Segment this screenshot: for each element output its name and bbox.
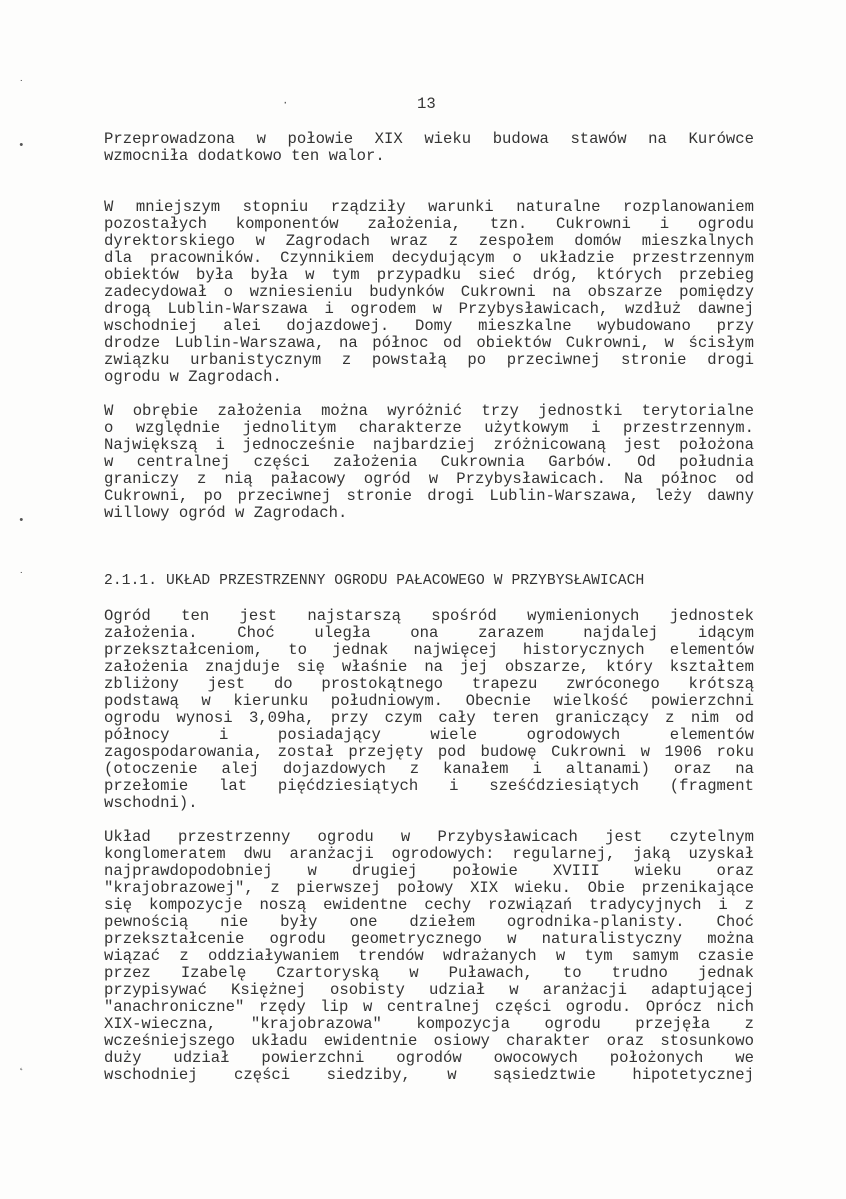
text-line: związku urbanistycznym z powstałą po przeciwnej stronie drogi	[104, 351, 754, 369]
text-line: wschodniej alei dojazdowej. Domy mieszkalne wybudowano przy	[104, 317, 754, 335]
text-line: zagospodarowania, został przejęty pod budowę Cukrowni w 1906 roku	[104, 743, 754, 761]
text-line: przełomie lat pięćdziesiątych i sześćdziesiątych (fragment	[104, 777, 754, 795]
text-line: wiązać z oddziaływaniem trendów wdrażanych w tym samym czasie	[104, 947, 754, 965]
text-line: zbliżony jest do prostokątnego trapezu zwróconego krótszą	[104, 675, 754, 693]
text-line: drodze Lublin-Warszawa, na północ od obiektów Cukrowni, w ścisłym	[104, 334, 754, 352]
page-number: 13	[417, 95, 436, 113]
scan-mark: ˙	[18, 80, 25, 92]
text-line: podstawą w kierunku południowym. Obecnie wielkość powierzchni	[104, 692, 754, 710]
text-line: konglomeratem dwu aranżacji ogrodowych: regularnej, jaką uzyskał	[104, 845, 754, 863]
text-line: w centralnej części założenia Cukrownia Garbów. Od południa	[104, 453, 754, 471]
text-line: pozostałych komponentów założenia, tzn. Cukrowni i ogrodu	[104, 215, 754, 233]
text-line: XIX-wieczna, "krajobrazowa" kompozycja ogrodu przejęła z	[104, 1015, 754, 1033]
text-line: W obrębie założenia można wyróżnić trzy jednostki terytorialne	[104, 402, 754, 420]
text-line: ogrodu w Zagrodach.	[104, 368, 282, 386]
text-line: się kompozycje noszą ewidentne cechy rozwiązań tradycyjnych i z	[104, 896, 754, 914]
text-line: drogą Lublin-Warszawa i ogrodem w Przybysławicach, wzdłuż dawnej	[104, 300, 754, 318]
text-line: założenia. Choć uległa ona zarazem najdalej idącym	[104, 624, 754, 642]
text-line: pewnością nie były one dziełem ogrodnika-planisty. Choć	[104, 913, 754, 931]
text-line: duży udział powierzchni ogrodów owocowych położonych we	[104, 1049, 754, 1067]
scan-mark: •	[18, 515, 25, 527]
text-line: Przeprowadzona w połowie XIX wieku budowa stawów na Kurówce	[104, 130, 754, 148]
scan-mark: ˙	[18, 572, 25, 584]
scan-mark: ·	[282, 98, 289, 110]
text-line: przypisywać Księżnej osobisty udział w aranżacji adaptującej	[104, 981, 754, 999]
text-line: Ogród ten jest najstarszą spośród wymienionych jednostek	[104, 607, 754, 625]
text-line: wzmocniła dodatkowo ten walor.	[104, 147, 385, 165]
text-line: wcześniejszego układu ewidentnie osiowy charakter oraz stosunkowo	[104, 1032, 754, 1050]
text-line: Największą i jednocześnie najbardziej zróżnicowaną jest położona	[104, 436, 754, 454]
text-line: najprawdopodobniej w drugiej połowie XVIII wieku oraz	[104, 862, 754, 880]
scan-mark: ˛	[18, 1060, 25, 1072]
text-line: przekształcenie ogrodu geometrycznego w naturalistyczny można	[104, 930, 754, 948]
text-line: północy i posiadający wiele ogrodowych elementów	[104, 726, 754, 744]
text-line: obiektów była była w tym przypadku sieć dróg, których przebieg	[104, 266, 754, 284]
text-line: przez Izabelę Czartoryską w Puławach, to trudno jednak	[104, 964, 754, 982]
text-line: wschodni).	[104, 794, 198, 812]
scan-mark: •	[18, 140, 25, 152]
text-line: przekształceniom, to jednak najwięcej historycznych elementów	[104, 641, 754, 659]
text-line: "anachroniczne" rzędy lip w centralnej części ogrodu. Oprócz nich	[104, 998, 754, 1016]
text-line: W mniejszym stopniu rządziły warunki naturalne rozplanowaniem	[104, 198, 754, 216]
text-line: dyrektorskiego w Zagrodach wraz z zespołem domów mieszkalnych	[104, 232, 754, 250]
text-line: założenia znajduje się właśnie na jej obszarze, który kształtem	[104, 658, 754, 676]
text-line: o względnie jednolitym charakterze użytkowym i przestrzennym.	[104, 419, 754, 437]
text-line: willowy ogród w Zagrodach.	[104, 504, 348, 522]
text-line: zadecydował o wzniesieniu budynków Cukrowni na obszarze pomiędzy	[104, 283, 754, 301]
text-line: wschodniej części siedziby, w sąsiedztwie hipotetycznej	[104, 1066, 754, 1084]
text-line: dla pracowników. Czynnikiem decydującym o układzie przestrzennym	[104, 249, 754, 267]
text-line: (otoczenie alej dojazdowych z kanałem i altanami) oraz na	[104, 760, 754, 778]
section-heading: 2.1.1. UKŁAD PRZESTRZENNY OGRODU PAŁACOWEGO W PRZYBYSŁAWICACH	[104, 573, 645, 589]
text-line: Cukrowni, po przeciwnej stronie drogi Lublin-Warszawa, leży dawny	[104, 487, 754, 505]
text-line: graniczy z nią pałacowy ogród w Przybysławicach. Na północ od	[104, 470, 754, 488]
text-line: ogrodu wynosi 3,09ha, przy czym cały teren graniczący z nim od	[104, 709, 754, 727]
text-line: Układ przestrzenny ogrodu w Przybysławicach jest czytelnym	[104, 828, 754, 846]
text-line: "krajobrazowej", z pierwszej połowy XIX wieku. Obie przenikające	[104, 879, 754, 897]
